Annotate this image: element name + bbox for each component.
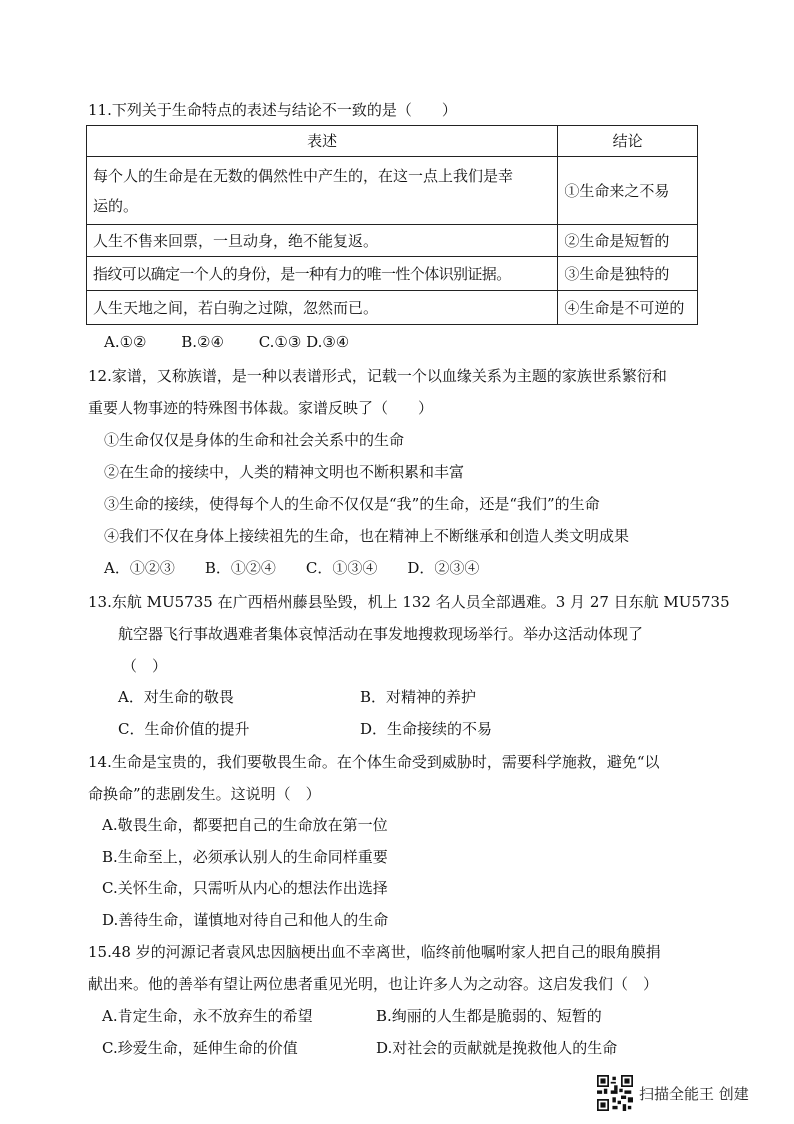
header-concl: 结论: [558, 126, 698, 157]
q13-stem-line2: 航空器飞行事故遇难者集体哀悼活动在事发地搜救现场举行。举办这活动体现了: [118, 625, 644, 643]
q11-table: [86, 125, 698, 325]
table-row: [87, 291, 698, 325]
row-desc: 人生不售来回票，一旦动身，绝不能复返。: [87, 225, 558, 257]
q12-item: ③生命的接续，使得每个人的生命不仅仅是“我”的生命，还是“我们”的生命: [104, 495, 600, 513]
q13-stem-line3: （ ）: [122, 657, 168, 675]
qr-code-icon: [597, 1075, 633, 1111]
scanner-watermark: [597, 1075, 749, 1111]
q14-stem-line1: 14.生命是宝贵的，我们要敬畏生命。在个体生命受到威胁时，需要科学施救，避免“以: [88, 753, 660, 771]
q15-option-b: B.绚丽的人生都是脆弱的、短暂的: [376, 1007, 602, 1025]
q11-options: A.①② B.②④ C.①③ D.③④: [104, 333, 350, 351]
row-desc: 每个人的生命是在无数的偶然性中产生的，在这一点上我们是幸 运的。: [87, 157, 558, 225]
table-header-row: [87, 126, 698, 157]
q14-option-c: C.关怀生命，只需听从内心的想法作出选择: [102, 879, 388, 897]
row-desc: 人生天地之间，若白驹之过隙，忽然而已。: [87, 291, 558, 325]
q12-stem-line1: 12.家谱，又称族谱，是一种以表谱形式，记载一个以血缘关系为主题的家族世系繁衍和: [88, 367, 667, 385]
q14-option-a: A.敬畏生命，都要把自己的生命放在第一位: [102, 816, 388, 834]
q14-stem-line2: 命换命”的悲剧发生。这说明（ ）: [88, 785, 321, 803]
row-concl: ②生命是短暂的: [558, 225, 698, 257]
q12-stem-line2: 重要人物事迹的特殊图书体裁。家谱反映了（ ）: [88, 399, 434, 417]
q12-item: ②在生命的接续中，人类的精神文明也不断积累和丰富: [104, 463, 465, 481]
q13-option-c: C．生命价值的提升: [118, 720, 250, 738]
q15-option-c: C.珍爱生命，延伸生命的价值: [102, 1039, 298, 1057]
q12-options: A．①②③ B．①②④ C．①③④ D．②③④: [104, 559, 480, 577]
q13-stem-line1: 13.东航 MU5735 在广西梧州藤县坠毁，机上 132 名人员全部遇难。3 月 27 日东航 MU5735: [88, 593, 730, 611]
row-concl: ④生命是不可逆的: [558, 291, 698, 325]
row-concl: ③生命是独特的: [558, 257, 698, 291]
q13-option-d: D．生命接续的不易: [360, 720, 493, 738]
q12-item: ④我们不仅在身体上接续祖先的生命，也在精神上不断继承和创造人类文明成果: [104, 527, 630, 545]
q15-option-a: A.肯定生命，永不放弃生的希望: [102, 1007, 313, 1025]
row-concl: ①生命来之不易: [558, 157, 698, 225]
q14-option-d: D.善待生命，谨慎地对待自己和他人的生命: [102, 911, 389, 929]
table-row: [87, 157, 698, 225]
q11-stem: 11.下列关于生命特点的表述与结论不一致的是（ ）: [88, 101, 457, 119]
q13-option-b: B．对精神的养护: [360, 688, 477, 706]
q12-item: ①生命仅仅是身体的生命和社会关系中的生命: [104, 431, 405, 449]
q14-option-b: B.生命至上，必须承认别人的生命同样重要: [102, 848, 388, 866]
q15-stem-line1: 15.48 岁的河源记者袁风忠因脑梗出血不幸离世，临终前他嘱咐家人把自己的眼角膜捐: [88, 943, 661, 961]
table-row: [87, 257, 698, 291]
q13-option-a: A．对生命的敬畏: [118, 688, 234, 706]
q15-stem-line2: 献出来。他的善举有望让两位患者重见光明，也让许多人为之动容。这启发我们（ ）: [88, 975, 659, 993]
watermark-label: 扫描全能王 创建: [639, 1084, 749, 1103]
row-desc: 指纹可以确定一个人的身份，是一种有力的唯一性个体识别证据。: [87, 257, 558, 291]
q15-option-d: D.对社会的贡献就是挽救他人的生命: [376, 1039, 618, 1057]
header-desc: 表述: [87, 126, 558, 157]
table-row: [87, 225, 698, 257]
